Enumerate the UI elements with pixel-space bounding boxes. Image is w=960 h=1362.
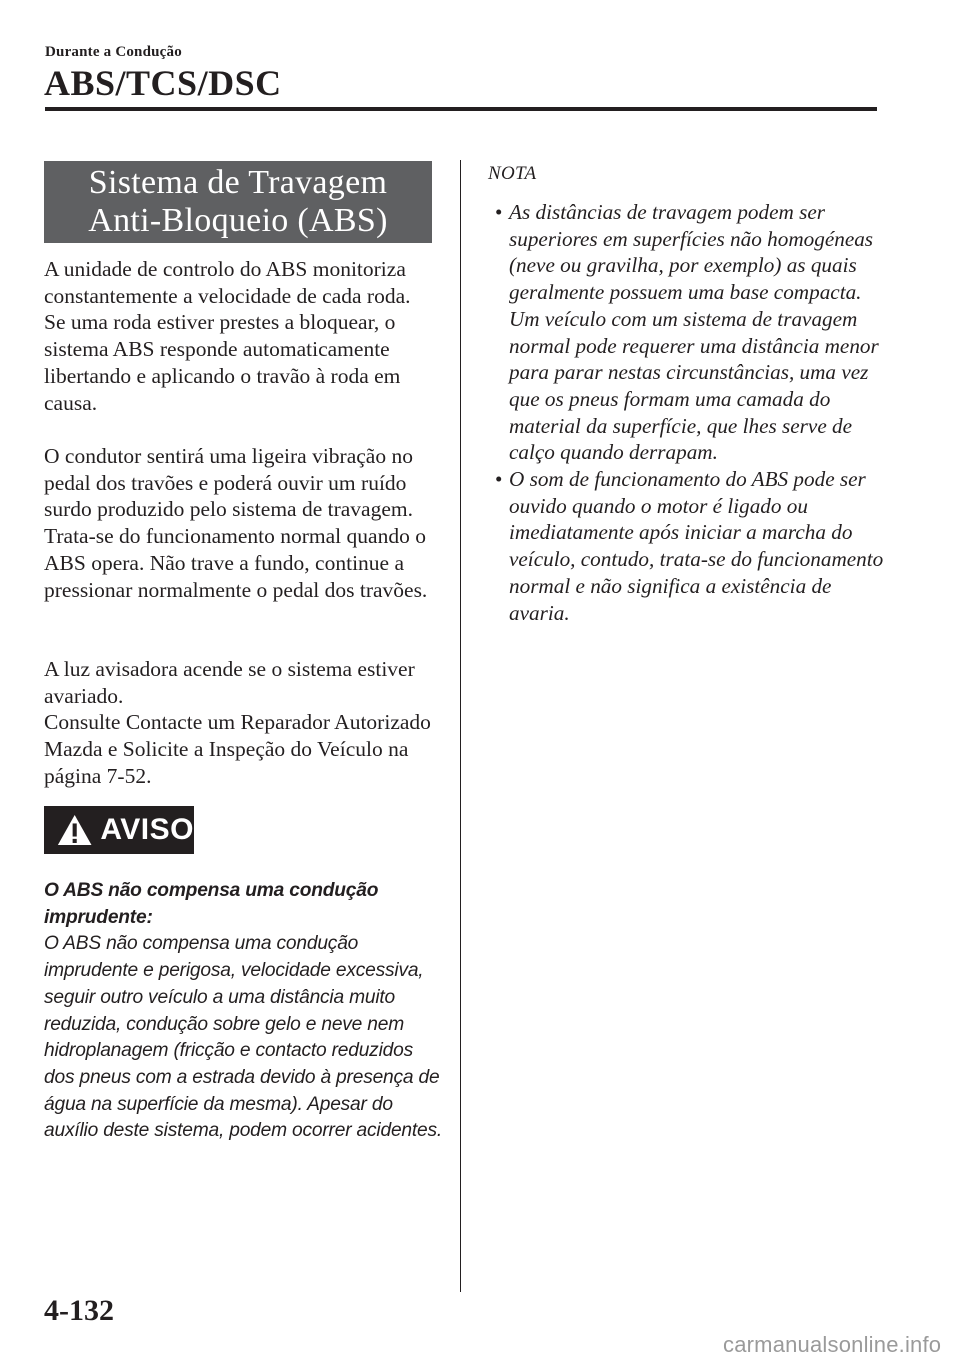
note-item-text: O som de funcionamento do ABS pode ser ouvido quando o motor é ligado ou imediatamente após iniciar a marcha do veículo, contudo, trata-se do funcionamento normal e não significa a existência de avaria. xyxy=(509,467,884,625)
warning-text xyxy=(44,878,444,1145)
section-heading-line-1: Sistema de Travagem xyxy=(88,164,388,201)
page-title: ABS/TCS/DSC xyxy=(44,63,282,103)
warning-triangle-icon xyxy=(56,812,93,848)
paragraph-pedal-vibration xyxy=(44,443,436,603)
paragraph-text: O condutor sentirá uma ligeira vibração no pedal dos travões e poderá ouvir um ruído surdo produzido pelo sistema de travagem. Trata-se do funcionamento normal quando o ABS opera. Não trave a fundo, continue a pressionar normalmente o pedal dos travões. xyxy=(44,444,428,602)
note-item xyxy=(488,466,888,626)
note-item xyxy=(488,199,888,466)
paragraph-abs-monitoring xyxy=(44,256,436,416)
chapter-title: Durante a Condução xyxy=(45,44,182,60)
bullet-icon: • xyxy=(495,467,503,492)
bullet-icon: • xyxy=(495,200,503,224)
paragraph-warning-light xyxy=(44,656,436,790)
note-list xyxy=(488,199,888,626)
paragraph-text: A luz avisadora acende se o sistema estiver avariado. xyxy=(44,657,415,708)
watermark: carmanualsonline.info xyxy=(723,1332,942,1357)
section-heading-line-2: Anti-Bloqueio (ABS) xyxy=(88,202,388,239)
header-divider xyxy=(45,107,877,111)
section-heading xyxy=(44,161,432,243)
warning-label: AVISO xyxy=(100,813,194,846)
paragraph-reference: Consulte Contacte um Reparador Autorizado Mazda e Solicite a Inspeção do Veículo na página 7-52. xyxy=(44,710,431,788)
paragraph-text: A unidade de controlo do ABS monitoriza constantemente a velocidade de cada roda. Se uma roda estiver prestes a bloquear, o sistema ABS responde automaticamente libertando e aplicando o travão à roda em causa. xyxy=(44,257,411,415)
warning-heading: O ABS não compensa uma condução imprudente: xyxy=(44,880,379,928)
warning-body: O ABS não compensa uma condução imprudente e perigosa, velocidade excessiva, seguir outro veículo a uma distância muito reduzida, condução sobre gelo e neve nem hidroplanagem (fricção e contacto reduzidos dos pneus com a estrada devido à presença de água na superfície da mesma). Apesar do auxílio deste sistema, podem ocorrer acidentes. xyxy=(44,933,443,1142)
note-title: NOTA xyxy=(488,163,537,184)
note-item-text: As distâncias de travagem podem ser superiores em superfícies não homogéneas (neve ou gravilha, por exemplo) as quais geralmente possuem uma base compacta. Um veículo com um sistema de travagem normal pode requerer uma distância menor para parar nestas circunstâncias, uma vez que os pneus formam uma camada do material da superfície, que lhes serve de calço quando derrapam. xyxy=(509,200,879,465)
column-divider xyxy=(460,160,461,1292)
page-number: 4-132 xyxy=(44,1294,114,1327)
warning-badge xyxy=(44,806,194,854)
